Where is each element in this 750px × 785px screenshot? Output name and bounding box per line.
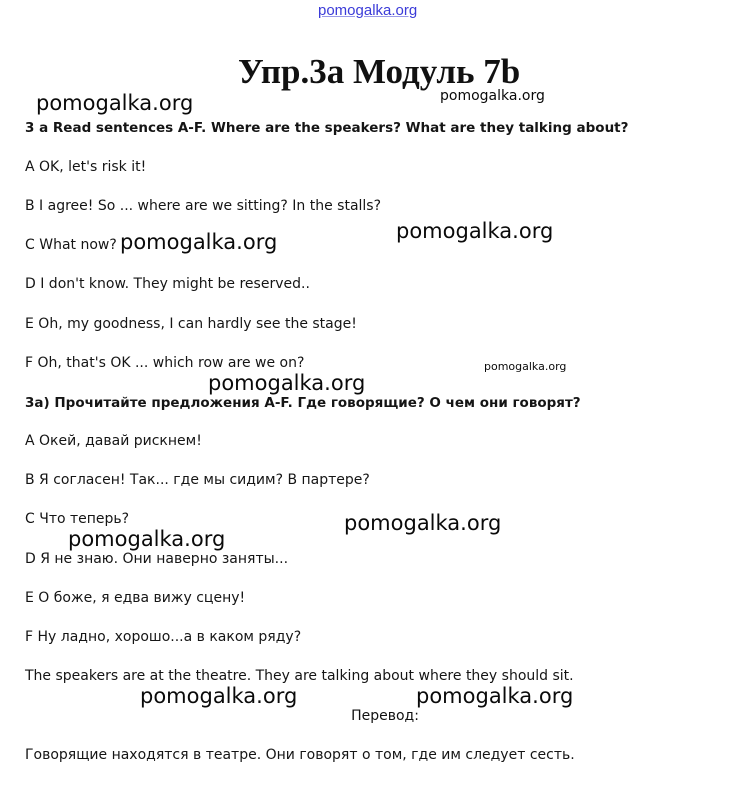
english-sentence-b: B I agree! So ... where are we sitting? In the stalls? — [25, 198, 382, 214]
russian-sentence-e: Е О боже, я едва вижу сцену! — [25, 590, 246, 606]
english-sentence-d: D I don't know. They might be reserved.. — [25, 276, 310, 292]
russian-sentence-b: В Я согласен! Так... где мы сидим? В партере? — [25, 472, 370, 488]
russian-task-heading: 3a) Прочитайте предложения A-F. Где говорящие? О чем они говорят? — [25, 395, 581, 411]
english-sentence-a: A OK, let's risk it! — [25, 159, 147, 175]
header-watermark-link[interactable]: pomogalka.org — [318, 2, 418, 19]
watermark: pomogalka.org — [484, 360, 567, 373]
watermark: pomogalka.org — [416, 684, 574, 708]
translation-text: Говорящие находятся в театре. Они говорят о том, где им следует сесть. — [25, 747, 575, 763]
watermark: pomogalka.org — [396, 219, 554, 243]
watermark: pomogalka.org — [208, 371, 366, 395]
russian-sentence-d: D Я не знаю. Они наверно заняты... — [25, 551, 289, 567]
english-sentence-e: E Oh, my goodness, I can hardly see the stage! — [25, 316, 357, 332]
watermark: pomogalka.org — [440, 88, 545, 104]
russian-sentence-a: А Окей, давай рискнем! — [25, 433, 202, 449]
watermark: pomogalka.org — [68, 527, 226, 551]
russian-sentence-c: С Что теперь? — [25, 511, 130, 527]
watermark: pomogalka.org — [344, 511, 502, 535]
watermark: pomogalka.org — [36, 91, 194, 115]
english-sentence-f: F Oh, that's OK ... which row are we on? — [25, 355, 305, 371]
answer-text: The speakers are at the theatre. They are talking about where they should sit. — [25, 668, 574, 684]
russian-sentence-f: F Ну ладно, хорошо...а в каком ряду? — [25, 629, 302, 645]
translation-label: Перевод: — [351, 708, 419, 724]
page-title: Упр.3a Модуль 7b — [238, 52, 521, 91]
watermark: pomogalka.org — [120, 230, 278, 254]
watermark: pomogalka.org — [140, 684, 298, 708]
english-task-heading: 3 a Read sentences A-F. Where are the speakers? What are they talking about? — [25, 120, 629, 136]
english-sentence-c: C What now? — [25, 237, 117, 253]
